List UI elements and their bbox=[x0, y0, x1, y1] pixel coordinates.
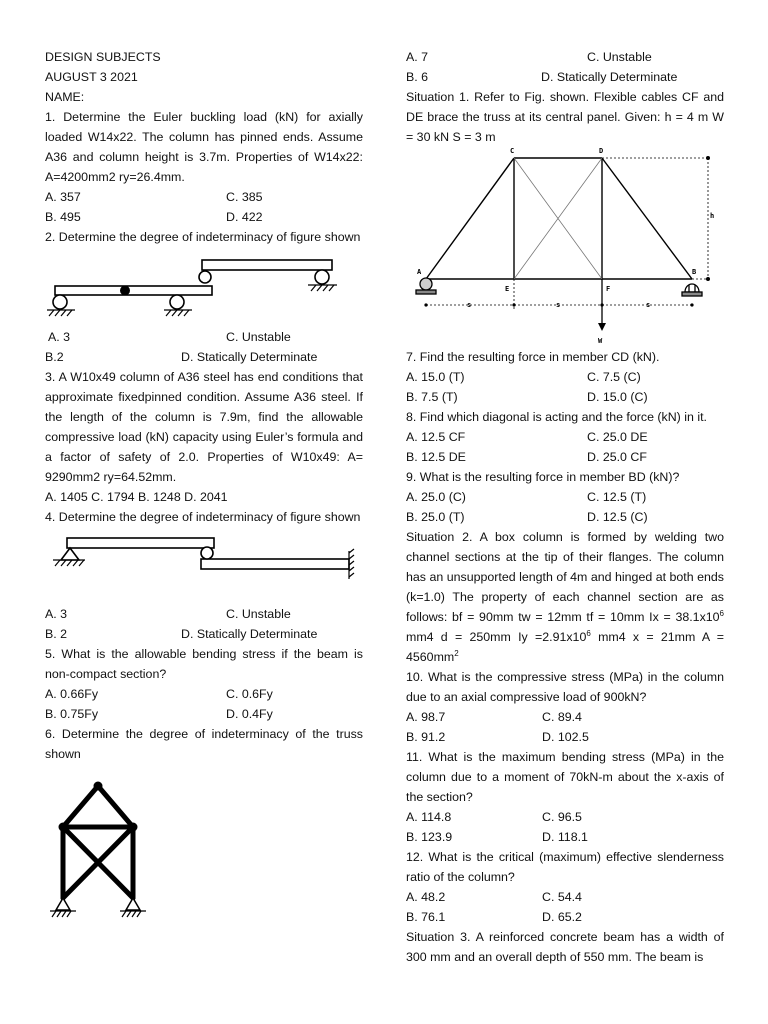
question-4: 4. Determine the degree of indeterminacy of figure shown bbox=[45, 510, 361, 524]
dimension-label-s: s bbox=[556, 301, 561, 309]
node-label-f: F bbox=[606, 285, 611, 293]
question-12-options bbox=[406, 887, 724, 927]
option: D. Statically Determinate bbox=[181, 350, 318, 364]
option: B.2 bbox=[45, 350, 64, 364]
question-10: 10. What is the compressive stress (MPa) in the column due to an axial compressive load of 900kN? bbox=[406, 670, 724, 704]
situation-3: Situation 3. A reinforced concrete beam has a width of 300 mm and an overall depth of 550 mm. The beam is bbox=[406, 930, 724, 964]
question-8: 8. Find which diagonal is acting and the force (kN) in it. bbox=[406, 410, 707, 424]
right-column bbox=[406, 47, 724, 967]
option: C. 0.6Fy bbox=[226, 687, 273, 701]
question-6: 6. Determine the degree of indeterminacy of the truss shown bbox=[45, 727, 363, 761]
node-label-c: C bbox=[510, 147, 515, 155]
question-11-options bbox=[406, 807, 724, 847]
option: B. 91.2 bbox=[406, 730, 446, 744]
option: C. 54.4 bbox=[542, 890, 582, 904]
question-5-options bbox=[45, 684, 363, 724]
question-9: 9. What is the resulting force in member BD (kN)? bbox=[406, 470, 680, 484]
option: A. 15.0 (T) bbox=[406, 370, 465, 384]
situation-2-text: mm4 x = 21mm A = 4560mm bbox=[406, 630, 724, 664]
question-3: 3. A W10x49 column of A36 steel has end conditions that approximate fixedpinned condition. Assume A36 steel. If the length of the column is 7.9m, find the allowable compressive load (kN) capacity using Euler’s formula and a factor of safety of 2.0. Properties of W10x49: A= 9290mm2 ry=64.52mm. bbox=[45, 370, 363, 484]
option: D. 65.2 bbox=[542, 910, 582, 924]
option: B. 6 bbox=[406, 70, 429, 84]
option: B. 495 bbox=[45, 210, 81, 224]
exponent: 2 bbox=[454, 648, 459, 658]
question-9-options bbox=[406, 487, 724, 527]
question-6-options bbox=[406, 47, 724, 87]
option: C. 89.4 bbox=[542, 710, 582, 724]
question-10-options bbox=[406, 707, 724, 747]
option: C. 96.5 bbox=[542, 810, 582, 824]
situation-2-text: mm4 d = 250mm Iy =2.91x10 bbox=[406, 630, 587, 644]
option: C. 25.0 DE bbox=[587, 430, 648, 444]
option: D. 422 bbox=[226, 210, 263, 224]
question-11: 11. What is the maximum bending stress (MPa) in the column due to a moment of 70kN-m about the x-axis of the section? bbox=[406, 750, 724, 804]
question-5: 5. What is the allowable bending stress if the beam is non-compact section? bbox=[45, 647, 363, 681]
option: A. 3 bbox=[45, 607, 68, 621]
option: D. 25.0 CF bbox=[587, 450, 647, 464]
figure-beam-1 bbox=[45, 247, 363, 327]
question-4-options bbox=[45, 604, 363, 644]
load-label-w: W bbox=[598, 337, 603, 345]
dimension-label-s: s bbox=[646, 301, 651, 309]
option: A. 114.8 bbox=[406, 810, 452, 824]
situation-2-text: Situation 2. A box column is formed by welding two channel sections at the tip of their flanges. The column has an unsupported length of 4m and hinged at both ends (k=1.0) The property of each channel section are as follows: bf = 90mm tw = 12mm tf = 10mm Ix = 38.1x10 bbox=[406, 530, 724, 624]
node-label-d: D bbox=[599, 147, 604, 155]
option: C. Unstable bbox=[226, 330, 291, 344]
question-12: 12. What is the critical (maximum) effective slenderness ratio of the column? bbox=[406, 850, 724, 884]
node-label-a: A bbox=[417, 268, 422, 276]
option: B. 123.9 bbox=[406, 830, 453, 844]
question-1: 1. Determine the Euler buckling load (kN) for axially loaded W14x22. The column has pinned ends. Assume A36 and column height is 3.7m. Properties of W14x22: A=4200mm2 ry=26.4mm. bbox=[45, 110, 363, 184]
figure-truss-1 bbox=[45, 770, 363, 930]
option: C. 12.5 (T) bbox=[587, 490, 647, 504]
question-2: 2. Determine the degree of indeterminacy of figure shown bbox=[45, 230, 361, 244]
figure-beam-2 bbox=[45, 527, 363, 604]
node-label-e: E bbox=[505, 285, 510, 293]
exponent: 6 bbox=[586, 628, 591, 638]
option: A. 3 bbox=[48, 330, 71, 344]
exponent: 6 bbox=[719, 608, 724, 618]
question-3-options: A. 1405 C. 1794 B. 1248 D. 2041 bbox=[45, 490, 228, 504]
situation-1: Situation 1. Refer to Fig. shown. Flexible cables CF and DE brace the truss at its central panel. Given: h = 4 m W = 30 kN S = 3 m bbox=[406, 90, 724, 144]
option: B. 2 bbox=[45, 627, 68, 641]
dimension-label-h: h bbox=[710, 212, 715, 220]
option: B. 0.75Fy bbox=[45, 707, 99, 721]
option: D. 0.4Fy bbox=[226, 707, 273, 721]
option: A. 7 bbox=[406, 50, 429, 64]
option: C. 385 bbox=[226, 190, 263, 204]
node-label-b: B bbox=[692, 268, 697, 276]
option: C. Unstable bbox=[226, 607, 291, 621]
question-1-options bbox=[45, 187, 363, 227]
option: D. 102.5 bbox=[542, 730, 589, 744]
option: C. 7.5 (C) bbox=[587, 370, 641, 384]
question-7: 7. Find the resulting force in member CD (kN). bbox=[406, 350, 660, 364]
question-8-options bbox=[406, 427, 724, 467]
header-line: DESIGN SUBJECTS bbox=[45, 50, 161, 64]
header-line: NAME: bbox=[45, 90, 85, 104]
question-2-options bbox=[45, 327, 363, 367]
option: A. 357 bbox=[45, 190, 81, 204]
option: A. 0.66Fy bbox=[45, 687, 99, 701]
option: B. 76.1 bbox=[406, 910, 446, 924]
question-7-options bbox=[406, 367, 724, 407]
left-column bbox=[45, 47, 363, 930]
option: B. 12.5 DE bbox=[406, 450, 466, 464]
option: A. 98.7 bbox=[406, 710, 446, 724]
option: D. 15.0 (C) bbox=[587, 390, 648, 404]
option: B. 7.5 (T) bbox=[406, 390, 458, 404]
option: C. Unstable bbox=[587, 50, 652, 64]
option: D. 12.5 (C) bbox=[587, 510, 648, 524]
option: D. Statically Determinate bbox=[541, 70, 678, 84]
dimension-label-s: s bbox=[467, 301, 472, 309]
option: A. 12.5 CF bbox=[406, 430, 466, 444]
situation-2 bbox=[406, 527, 724, 667]
option: D. 118.1 bbox=[542, 830, 588, 844]
option: D. Statically Determinate bbox=[181, 627, 318, 641]
header-line: AUGUST 3 2021 bbox=[45, 70, 138, 84]
option: A. 48.2 bbox=[406, 890, 446, 904]
figure-truss-situation-1 bbox=[406, 147, 724, 347]
option: A. 25.0 (C) bbox=[406, 490, 466, 504]
option: B. 25.0 (T) bbox=[406, 510, 465, 524]
